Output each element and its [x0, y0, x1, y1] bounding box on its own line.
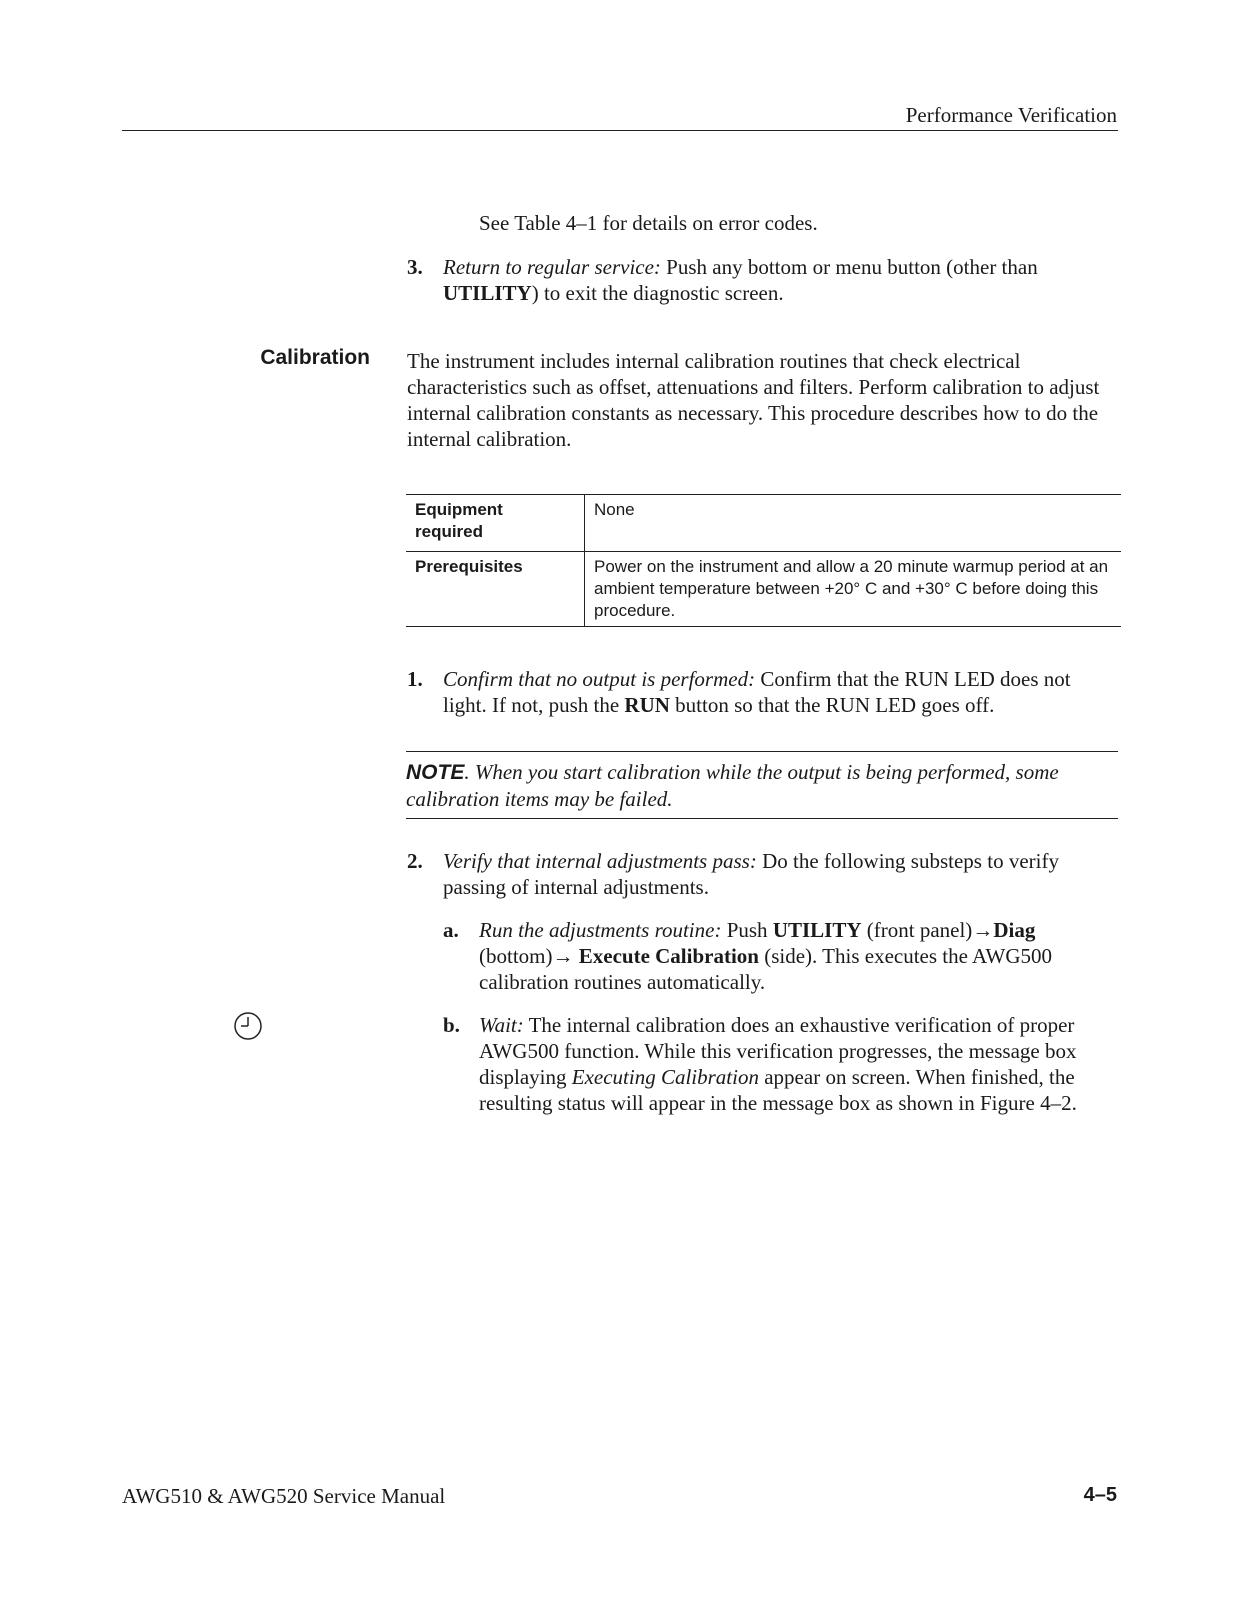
step-body: Confirm that the RUN LED does not light. If not, push the	[443, 667, 1071, 717]
step-text	[443, 666, 1118, 718]
header-rule	[122, 130, 1118, 131]
execute-calibration-ref: Execute Calibration	[578, 944, 759, 968]
row-value: Power on the instrument and allow a 20 minute warmup period at an ambient temperature between +20° C and +30° C before doing this procedure.	[594, 557, 1109, 620]
note-label: NOTE	[406, 761, 465, 784]
substep-letter: a.	[443, 918, 459, 942]
table-row	[406, 552, 1121, 627]
substep-body: (front panel)→	[861, 918, 994, 942]
step-lead: Confirm that no output is performed:	[443, 667, 756, 691]
step-number: 2.	[407, 849, 423, 873]
substep-body: The internal calibration does an exhaustive verification of proper AWG500 function. While this verification progresses, the message box displaying	[479, 1013, 1077, 1089]
step-text	[443, 254, 1118, 306]
substep-lead: Wait:	[479, 1013, 524, 1037]
step-body-end: ) to exit the diagnostic screen.	[531, 281, 784, 305]
row-value: None	[594, 500, 635, 519]
calibration-intro: The instrument includes internal calibration routines that check electrical characteristics such as offset, attenuations and filters. Perform calibration to adjust internal calibration constants as necessary. This procedure describes how to do the internal calibration.	[407, 349, 1100, 451]
see-table-text: See Table 4–1 for details on error codes.	[479, 211, 818, 235]
substep-letter: b.	[443, 1013, 460, 1037]
step-body: Do the following substeps to verify passing of internal adjustments.	[443, 849, 1059, 899]
footer-manual-title: AWG510 & AWG520 Service Manual	[122, 1484, 446, 1508]
row-label: Prerequisites	[406, 552, 585, 627]
substep-text	[479, 917, 1118, 995]
row-label: Equipment required	[406, 495, 585, 552]
substep-a	[443, 917, 1118, 995]
step-lead: Return to regular service:	[443, 255, 661, 279]
substep-body: Push	[721, 918, 773, 942]
substep-body: appear on screen. When finished, the resulting status will appear in the message box as shown in Figure 4–2.	[479, 1065, 1077, 1115]
step-lead: Verify that internal adjustments pass:	[443, 849, 757, 873]
clock-icon	[232, 1010, 264, 1042]
step-text	[443, 848, 1118, 900]
step-body: Push any bottom or menu button (other than	[660, 255, 1038, 279]
step-number: 1.	[407, 667, 423, 691]
header-section-title: Performance Verification	[905, 103, 1117, 127]
substep-b	[443, 1012, 1118, 1116]
run-button-ref: RUN	[624, 693, 670, 717]
step-2	[407, 848, 1118, 900]
diag-button-ref: Diag	[993, 918, 1036, 942]
substep-body: (bottom)→	[479, 944, 579, 968]
requirements-table	[406, 494, 1121, 627]
step-body-end: button so that the RUN LED goes off.	[669, 693, 995, 717]
utility-button-ref: UTILITY	[443, 281, 532, 305]
note-text: . When you start calibration while the output is being performed, some calibration items may be failed.	[406, 760, 1059, 811]
table-row	[406, 495, 1121, 552]
step-3	[407, 254, 1118, 306]
step-1	[407, 666, 1118, 718]
substep-body: (side). This executes the AWG500 calibration routines automatically.	[479, 944, 1053, 994]
note-box	[406, 751, 1118, 819]
step-number: 3.	[407, 255, 423, 279]
executing-calibration-text: Executing Calibration	[571, 1065, 759, 1089]
substep-text	[479, 1012, 1118, 1116]
calibration-heading: Calibration	[260, 346, 370, 369]
substep-lead: Run the adjustments routine:	[479, 918, 722, 942]
utility-button-ref: UTILITY	[772, 918, 862, 942]
footer-page-number: 4–5	[1083, 1484, 1117, 1506]
